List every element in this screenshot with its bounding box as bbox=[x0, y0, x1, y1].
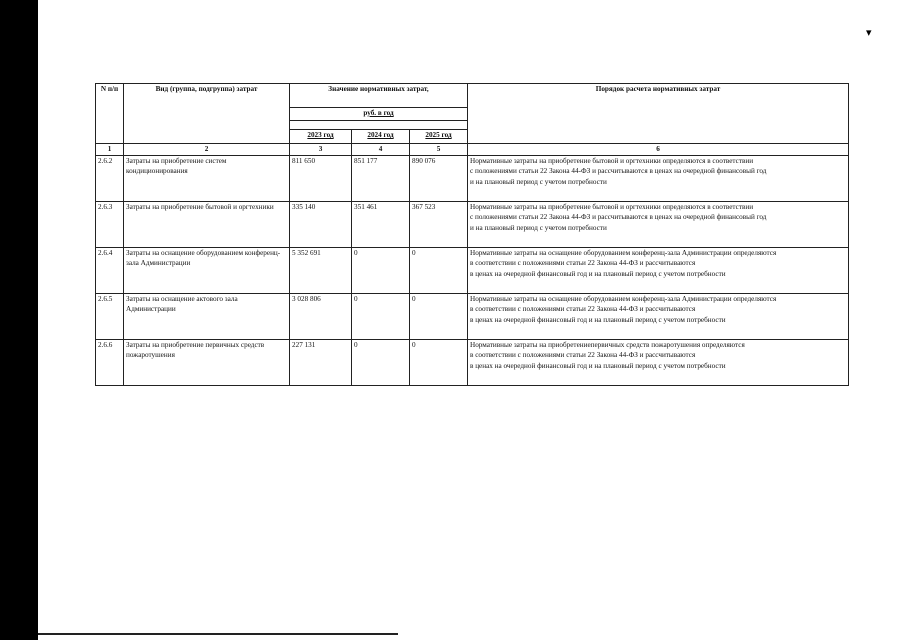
normative-cost-table bbox=[95, 83, 849, 386]
column-number: 2 bbox=[124, 144, 290, 156]
row-name: Затраты на оснащение оборудованием конференц-зала Администрации bbox=[124, 247, 290, 293]
method-line: Нормативные затраты на приобретение бытовой и оргтехники определяются в соответствии bbox=[470, 156, 754, 165]
row-value-2024: 0 bbox=[352, 247, 410, 293]
column-number: 1 bbox=[96, 144, 124, 156]
header-method: Порядок расчета нормативных затрат bbox=[468, 84, 849, 144]
row-code: 2.6.5 bbox=[96, 293, 124, 339]
row-value-2024: 0 bbox=[352, 293, 410, 339]
row-code: 2.6.6 bbox=[96, 339, 124, 385]
table-row bbox=[96, 201, 849, 247]
row-value-2025: 0 bbox=[410, 247, 468, 293]
method-line: в соответствии с положениями статьи 22 Закона 44-ФЗ и рассчитываются bbox=[470, 351, 696, 359]
method-line: Нормативные затраты на приобретение бытовой и оргтехники определяются в соответствии bbox=[470, 202, 754, 211]
row-value-2023: 227 131 bbox=[290, 339, 352, 385]
row-name: Затраты на приобретение систем кондиционирования bbox=[124, 155, 290, 201]
row-code: 2.6.3 bbox=[96, 201, 124, 247]
row-value-2023: 811 650 bbox=[290, 155, 352, 201]
method-line: в соответствии с положениями статьи 22 Закона 44-ФЗ и рассчитываются bbox=[470, 305, 696, 313]
header-type: Вид (группа, подгруппа) затрат bbox=[124, 84, 290, 144]
row-name: Затраты на оснащение актового зала Администрации bbox=[124, 293, 290, 339]
table-row bbox=[96, 247, 849, 293]
row-name: Затраты на приобретение бытовой и оргтехники bbox=[124, 201, 290, 247]
table-row bbox=[96, 155, 849, 201]
header-value-title: Значение нормативных затрат, bbox=[290, 84, 468, 108]
row-method bbox=[468, 293, 849, 339]
table-row bbox=[96, 339, 849, 385]
method-line: и на плановый период с учетом потребности bbox=[470, 223, 607, 232]
row-value-2025: 367 523 bbox=[410, 201, 468, 247]
column-number: 5 bbox=[410, 144, 468, 156]
row-value-2025: 0 bbox=[410, 293, 468, 339]
header-spacer bbox=[290, 121, 468, 130]
method-line: Нормативные затраты на приобретениепервичных средств пожаротушения определяются bbox=[470, 340, 745, 349]
row-value-2024: 0 bbox=[352, 339, 410, 385]
header-year-2024: 2024 год bbox=[352, 130, 410, 144]
method-line: Нормативные затраты на оснащение оборудованием конференц-зала Администрации определяются bbox=[470, 248, 777, 257]
row-value-2025: 890 076 bbox=[410, 155, 468, 201]
method-line: в соответствии с положениями статьи 22 Закона 44-ФЗ и рассчитываются bbox=[470, 259, 696, 267]
header-value-unit: руб. в год bbox=[290, 108, 468, 121]
header-year-2025: 2025 год bbox=[410, 130, 468, 144]
row-name: Затраты на приобретение первичных средств пожаротушения bbox=[124, 339, 290, 385]
method-line: с положениями статьи 22 Закона 44-ФЗ и рассчитываются в ценах на очередной финансовый год bbox=[470, 167, 767, 175]
row-method bbox=[468, 155, 849, 201]
row-value-2025: 0 bbox=[410, 339, 468, 385]
column-number: 3 bbox=[290, 144, 352, 156]
method-line: Нормативные затраты на оснащение оборудованием конференц-зала Администрации определяются bbox=[470, 294, 777, 303]
method-line: в ценах на очередной финансовый год и на плановый период с учетом потребности bbox=[470, 269, 726, 278]
method-line: в ценах на очередной финансовый год и на плановый период с учетом потребности bbox=[470, 315, 726, 324]
row-method bbox=[468, 339, 849, 385]
row-method bbox=[468, 201, 849, 247]
row-value-2024: 851 177 bbox=[352, 155, 410, 201]
row-code: 2.6.2 bbox=[96, 155, 124, 201]
column-number: 6 bbox=[468, 144, 849, 156]
scan-speck-mark: ▾ bbox=[866, 27, 872, 39]
row-value-2023: 5 352 691 bbox=[290, 247, 352, 293]
row-code: 2.6.4 bbox=[96, 247, 124, 293]
row-value-2023: 335 140 bbox=[290, 201, 352, 247]
column-number-row bbox=[96, 144, 849, 156]
header-year-2023: 2023 год bbox=[290, 130, 352, 144]
column-number: 4 bbox=[352, 144, 410, 156]
method-line: с положениями статьи 22 Закона 44-ФЗ и рассчитываются в ценах на очередной финансовый год bbox=[470, 213, 767, 221]
header-num: N п/п bbox=[96, 84, 124, 144]
scan-edge-shadow bbox=[0, 0, 38, 640]
scan-bottom-line bbox=[38, 633, 398, 635]
table-row bbox=[96, 293, 849, 339]
row-method bbox=[468, 247, 849, 293]
method-line: и на плановый период с учетом потребности bbox=[470, 177, 607, 186]
method-line: в ценах на очередной финансовый год и на плановый период с учетом потребности bbox=[470, 361, 726, 370]
row-value-2023: 3 028 806 bbox=[290, 293, 352, 339]
row-value-2024: 351 461 bbox=[352, 201, 410, 247]
